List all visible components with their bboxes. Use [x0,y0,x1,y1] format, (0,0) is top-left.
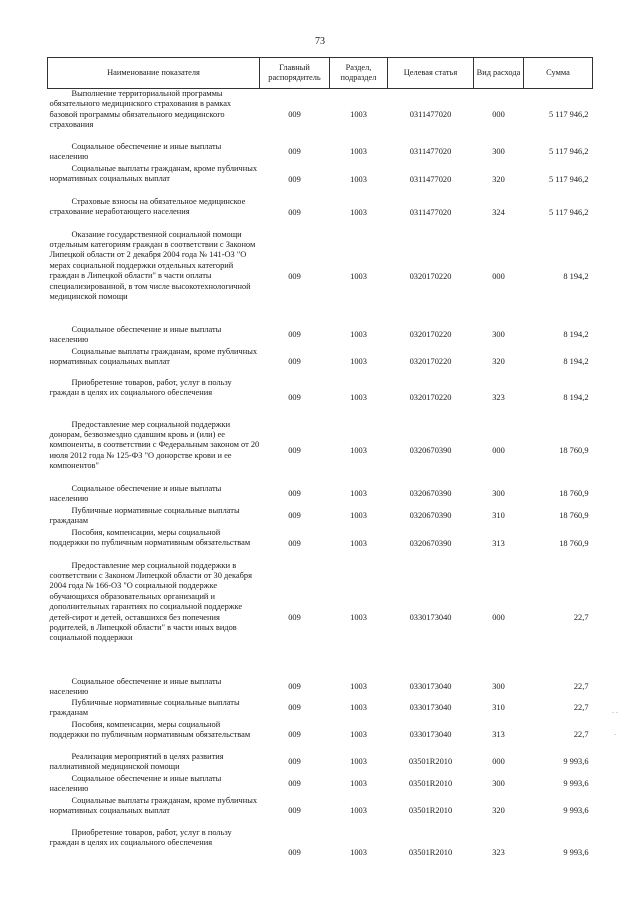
row-target-item: 0311477020 [409,174,452,184]
row-expense-type: 320 [492,174,505,184]
table-row [48,506,593,528]
row-name [48,197,260,230]
row-main-manager: 009 [288,489,301,499]
row-expense-type: 320 [492,356,505,366]
row-name [48,484,260,506]
row-section: 1003 [350,174,367,184]
table-row [48,89,593,142]
row-sum: 9 993,6 [563,779,589,789]
row-target-item: 0320670390 [409,511,452,521]
row-sum: 22,7 [573,730,589,740]
row-main-manager: 009 [288,779,301,789]
margin-mark: . . [612,706,618,715]
row-name [48,752,260,774]
row-sum: 18 760,9 [559,446,589,456]
row-name [48,420,260,484]
row-main-manager: 009 [288,538,301,548]
row-sum: 9 993,6 [563,757,589,767]
row-sum: 22,7 [573,681,589,691]
row-target-item: 0320670390 [409,538,452,548]
row-expense-type: 000 [492,446,505,456]
header-section: Раздел, подраздел [330,58,388,89]
row-sum: 18 760,9 [559,538,589,548]
row-section: 1003 [350,207,367,217]
row-main-manager: 009 [288,511,301,521]
table-row [48,720,593,752]
table-row [48,561,593,677]
row-section: 1003 [350,757,367,767]
row-name-text: Реализация мероприятий в целях развития паллиативной медицинской помощи [49,751,224,771]
row-name [48,677,260,698]
row-name-text: Страховые взносы на обязательное медицинское страхование неработающего населения [49,196,246,216]
row-expense-type: 300 [492,681,505,691]
row-expense-type: 310 [492,511,505,521]
row-expense-type: 300 [492,489,505,499]
row-name-text: Социальные выплаты гражданам, кроме публичных нормативных социальных выплат [49,163,258,183]
table-row [48,164,593,197]
row-sum: 5 117 946,2 [549,207,589,217]
row-sum: 5 117 946,2 [549,147,589,157]
row-section: 1003 [350,489,367,499]
row-name-text: Выполнение территориальной программы обязательного медицинского страхования в рамках базовой программы обязательного медицинского страхования [49,89,232,130]
row-name-text: Социальные выплаты гражданам, кроме публичных нормативных социальных выплат [49,346,258,366]
row-main-manager: 009 [288,147,301,157]
row-expense-type: 323 [492,847,505,857]
row-main-manager: 009 [288,681,301,691]
table-body [48,89,593,879]
row-target-item: 0320170220 [409,356,452,366]
row-name-text: Социальное обеспечение и иные выплаты населению [49,141,222,161]
row-name-text: Публичные нормативные социальные выплаты гражданам [49,505,240,525]
row-name [48,378,260,420]
budget-table [47,57,593,879]
row-main-manager: 009 [288,174,301,184]
row-main-manager: 009 [288,847,301,857]
table-row [48,752,593,774]
row-name [48,561,260,677]
row-expense-type: 300 [492,330,505,340]
row-name-text: Пособия, компенсации, меры социальной поддержки по публичным нормативным обязательствам [49,527,251,547]
row-main-manager: 009 [288,393,301,403]
header-target-item: Целевая статья [388,58,474,89]
row-expense-type: 310 [492,703,505,713]
row-name-text: Социальное обеспечение и иные выплаты населению [49,676,222,696]
row-expense-type: 000 [492,271,505,281]
header-main-manager: Главный распорядитель [260,58,330,89]
row-name-text: Пособия, компенсации, меры социальной поддержки по публичным нормативным обязательствам [49,719,251,739]
row-section: 1003 [350,446,367,456]
row-expense-type: 000 [492,613,505,623]
row-main-manager: 009 [288,613,301,623]
row-target-item: 03501R2010 [408,806,453,816]
row-name-text: Социальное обеспечение и иные выплаты населению [49,324,222,344]
row-expense-type: 323 [492,393,505,403]
row-main-manager: 009 [288,271,301,281]
row-section: 1003 [350,681,367,691]
row-section: 1003 [350,847,367,857]
row-target-item: 0330173040 [409,703,452,713]
row-target-item: 0311477020 [409,147,452,157]
row-target-item: 0320670390 [409,489,452,499]
row-expense-type: 320 [492,806,505,816]
row-section: 1003 [350,393,367,403]
header-name: Наименование показателя [48,58,260,89]
row-target-item: 0320170220 [409,330,452,340]
row-name [48,325,260,347]
row-sum: 18 760,9 [559,511,589,521]
header-sum: Сумма [524,58,593,89]
table-row [48,484,593,506]
row-section: 1003 [350,110,367,120]
row-main-manager: 009 [288,330,301,340]
row-name [48,828,260,879]
table-row [48,698,593,720]
row-main-manager: 009 [288,110,301,120]
row-expense-type: 000 [492,757,505,767]
row-target-item: 0311477020 [409,207,452,217]
row-expense-type: 300 [492,147,505,157]
table-header [48,58,593,89]
row-expense-type: 000 [492,110,505,120]
row-sum: 8 194,2 [563,330,589,340]
table-row [48,677,593,698]
row-main-manager: 009 [288,757,301,767]
table-row [48,528,593,561]
row-expense-type: 313 [492,730,505,740]
row-name [48,796,260,828]
row-name [48,164,260,197]
row-target-item: 03501R2010 [408,779,453,789]
row-expense-type: 324 [492,207,505,217]
row-name [48,347,260,378]
row-section: 1003 [350,703,367,713]
row-name [48,142,260,164]
row-target-item: 0320170220 [409,393,452,403]
row-target-item: 0320670390 [409,446,452,456]
row-sum: 9 993,6 [563,806,589,816]
page-number: 73 [315,36,325,47]
row-name-text: Социальное обеспечение и иные выплаты населению [49,773,222,793]
row-section: 1003 [350,147,367,157]
margin-mark: . [614,728,616,737]
row-section: 1003 [350,806,367,816]
row-sum: 22,7 [573,613,589,623]
row-main-manager: 009 [288,806,301,816]
row-sum: 22,7 [573,703,589,713]
row-section: 1003 [350,511,367,521]
row-name [48,698,260,720]
table-row [48,420,593,484]
row-section: 1003 [350,330,367,340]
row-section: 1003 [350,538,367,548]
row-name [48,89,260,142]
row-name-text: Социальные выплаты гражданам, кроме публичных нормативных социальных выплат [49,795,258,815]
row-name [48,230,260,325]
table-row [48,325,593,347]
row-sum: 8 194,2 [563,271,589,281]
row-sum: 9 993,6 [563,847,589,857]
table-row [48,230,593,325]
row-main-manager: 009 [288,446,301,456]
table-row [48,347,593,378]
row-name-text: Приобретение товаров, работ, услуг в пользу граждан в целях их социального обеспечения [49,827,232,847]
table-row [48,828,593,879]
row-section: 1003 [350,356,367,366]
row-section: 1003 [350,271,367,281]
row-target-item: 0330173040 [409,730,452,740]
row-name [48,720,260,752]
row-name [48,528,260,561]
row-target-item: 0330173040 [409,613,452,623]
table-row [48,197,593,230]
row-name-text: Приобретение товаров, работ, услуг в пользу граждан в целях их социального обеспечения [49,377,232,397]
row-main-manager: 009 [288,703,301,713]
row-name [48,774,260,796]
row-expense-type: 300 [492,779,505,789]
row-name-text: Оказание государственной социальной помощи отдельным категориям граждан в соответствии с Законом Липецкой области от 2 декабря 2004 года № 141-ОЗ "О мерах социальной поддержки отдельных категорий граждан в Липецкой области" в части оплаты специализированной, в том числе высокотехнологичной медицинской помощи [49,229,256,301]
row-sum: 8 194,2 [563,393,589,403]
table-row [48,774,593,796]
table-row [48,796,593,828]
row-main-manager: 009 [288,207,301,217]
row-name-text: Социальное обеспечение и иные выплаты населению [49,483,222,503]
row-target-item: 0320170220 [409,271,452,281]
row-name [48,506,260,528]
row-sum: 5 117 946,2 [549,174,589,184]
row-sum: 18 760,9 [559,489,589,499]
row-name-text: Предоставление мер социальной поддержки донорам, безвозмездно сдавшим кровь и (или) ее компоненты, в соответствии с Федеральным законом от 20 июля 2012 года № 125-ФЗ "О донорстве крови и ее компонентов" [49,419,260,471]
row-section: 1003 [350,730,367,740]
table-row [48,142,593,164]
row-target-item: 03501R2010 [408,847,453,857]
row-main-manager: 009 [288,356,301,366]
row-target-item: 0311477020 [409,110,452,120]
row-main-manager: 009 [288,730,301,740]
row-sum: 8 194,2 [563,356,589,366]
row-sum: 5 117 946,2 [549,110,589,120]
table-row [48,378,593,420]
row-section: 1003 [350,613,367,623]
row-name-text: Предоставление мер социальной поддержки в соответствии с Законом Липецкой области от 30 декабря 2004 года № 166-ОЗ "О социальной поддержке обучающихся образовательных организаций и дополнительных гарантиях по социальной поддержке детей-сирот и детей, оставшихся без попечения родителей, в Липецкой области" в части иных видов социальной поддержки [49,560,252,643]
row-expense-type: 313 [492,538,505,548]
row-name-text: Публичные нормативные социальные выплаты гражданам [49,697,240,717]
header-expense-type: Вид расхода [474,58,524,89]
row-target-item: 03501R2010 [408,757,453,767]
row-section: 1003 [350,779,367,789]
row-target-item: 0330173040 [409,681,452,691]
